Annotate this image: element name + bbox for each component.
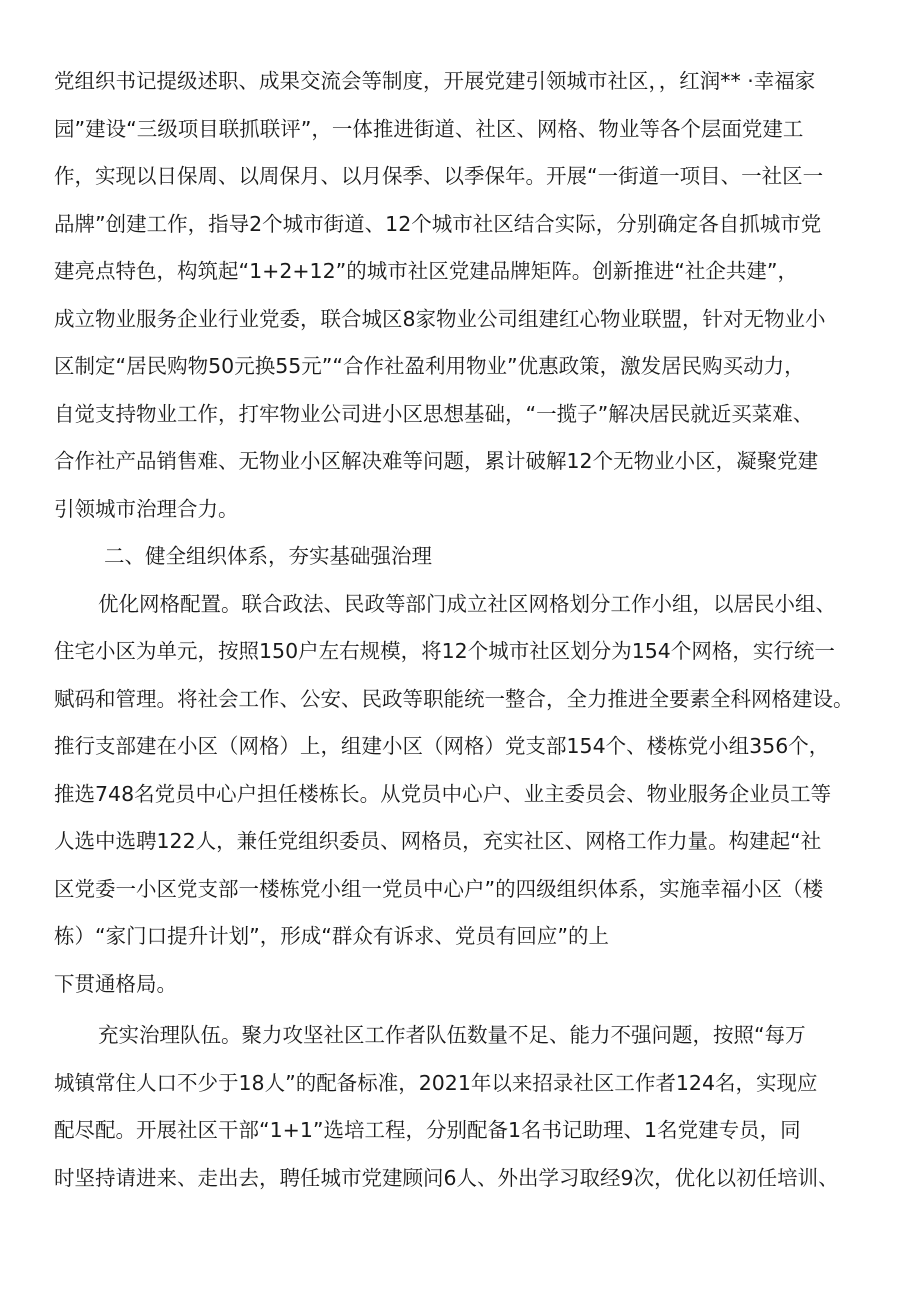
text-line: 区制定“居民购物50元换55元”“合作社盈利用物业”优惠政策，激发居民购买动力， [54, 354, 805, 378]
text-line: 人选中选聘122人，兼任党组织委员、网格员，充实社区、网格工作力量。构建起“社 [54, 829, 822, 853]
text-line: 推选748名党员中心户担任楼栋长。从党员中心户、业主委员会、物业服务企业员工等 [54, 781, 832, 806]
text-line: 品牌”创建工作，指导2个城市街道、12个城市社区结合实际，分别确定各自抓城市党 [54, 211, 822, 236]
text-line: 时坚持请进来、走出去，聘任城市党建顾问6人、外出学习取经9次，优化以初任培训、 [54, 1165, 839, 1190]
text-line: 建亮点特色，构筑起“1+2+12”的城市社区党建品牌矩阵。创新推进“社企共建”， [54, 259, 799, 283]
section-heading: 二、健全组织体系，夯实基础强治理 [104, 544, 432, 568]
text-line: 党组织书记提级述职、成果交流会等制度，开展党建引领城市社区，，红润** ·幸福家 [54, 69, 816, 93]
text-line: 成立物业服务企业行业党委，联合城区8家物业公司组建红心物业联盟，针对无物业小 [54, 306, 826, 331]
text-line: 区党委一小区党支部一楼栋党小组一党员中心户”的四级组织体系，实施幸福小区（楼 [54, 876, 824, 901]
paragraph-party-building [54, 58, 876, 533]
text-line: 赋码和管理。将社会工作、公安、民政等职能统一整合，全力推进全要素全科网格建设。 [54, 686, 854, 711]
paragraph-grid-configuration [54, 581, 876, 1009]
text-line: 自觉支持物业工作，打牢物业公司进小区思想基础，“一揽子”解决居民就近买菜难、 [54, 401, 814, 426]
text-line: 引领城市治理合力。 [54, 496, 239, 521]
text-line: 配尽配。开展社区干部“1+1”选培工程，分别配备1名书记助理、1名党建专员，同 [54, 1118, 801, 1142]
text-line: 推行支部建在小区（网格）上，组建小区（网格）党支部154个、楼栋党小组356个， [54, 734, 830, 758]
text-line: 下贯通格局。 [54, 971, 177, 996]
text-line: 住宅小区为单元，按照150户左右规模，将12个城市社区划分为154个网格，实行统一 [54, 639, 835, 663]
paragraph-governance-team [54, 1012, 876, 1202]
text-line: 优化网格配置。联合政法、民政等部门成立社区网格划分工作小组，以居民小组、 [98, 591, 836, 616]
text-line: 合作社产品销售难、无物业小区解决难等问题，累计破解12个无物业小区，凝聚党建 [54, 449, 819, 473]
text-line: 作，实现以日保周、以周保月、以月保季、以季保年。开展“一街道一项目、一社区一 [54, 164, 824, 188]
text-line: 充实治理队伍。聚力攻坚社区工作者队伍数量不足、能力不强问题，按照“每万 [98, 1023, 806, 1047]
text-line: 栋）“家门口提升计划”，形成“群众有诉求、党员有回应”的上 [54, 924, 609, 948]
text-line: 城镇常住人口不少于18人”的配备标准，2021年以来招录社区工作者124名，实现应 [54, 1070, 818, 1095]
text-line: 园”建设“三级项目联抓联评”，一体推进街道、社区、网格、物业等各个层面党建工 [54, 116, 804, 141]
